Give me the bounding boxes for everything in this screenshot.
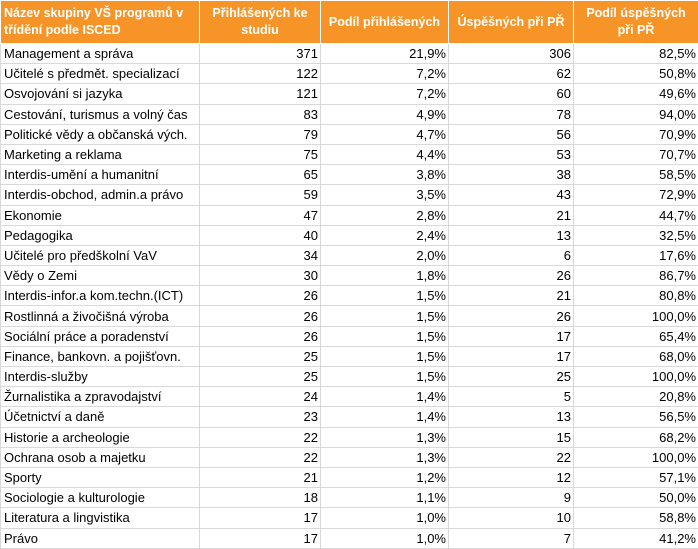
cell-program-group: Pedagogika [1,225,200,245]
cell-success-share: 86,7% [574,266,698,286]
cell-applied: 40 [200,225,321,245]
cell-applied-share: 1,4% [321,407,449,427]
table-row [1,185,698,205]
cell-successful: 7 [449,528,574,548]
cell-applied-share: 2,4% [321,225,449,245]
table-row [1,225,698,245]
cell-applied: 26 [200,326,321,346]
cell-successful: 5 [449,387,574,407]
cell-success-share: 72,9% [574,185,698,205]
cell-program-group: Sporty [1,467,200,487]
cell-success-share: 50,8% [574,64,698,84]
cell-applied: 121 [200,84,321,104]
header-applied-share: Podíl přihlášených [321,1,449,44]
cell-success-share: 82,5% [574,44,698,64]
table-row [1,64,698,84]
cell-successful: 306 [449,44,574,64]
header-success-share: Podíl úspěšných při PŘ [574,1,698,44]
cell-applied: 17 [200,528,321,548]
cell-success-share: 100,0% [574,367,698,387]
cell-success-share: 70,7% [574,144,698,164]
cell-applied: 26 [200,306,321,326]
cell-applied-share: 1,5% [321,286,449,306]
cell-successful: 10 [449,508,574,528]
table-row [1,528,698,548]
cell-program-group: Interdis-infor.a kom.techn.(ICT) [1,286,200,306]
cell-applied-share: 7,2% [321,64,449,84]
table-row [1,205,698,225]
cell-success-share: 49,6% [574,84,698,104]
cell-successful: 56 [449,124,574,144]
table-row [1,266,698,286]
cell-successful: 21 [449,205,574,225]
cell-applied-share: 1,8% [321,266,449,286]
cell-success-share: 100,0% [574,306,698,326]
cell-applied-share: 3,8% [321,165,449,185]
cell-program-group: Marketing a reklama [1,144,200,164]
table-row [1,326,698,346]
cell-success-share: 20,8% [574,387,698,407]
cell-success-share: 65,4% [574,326,698,346]
cell-program-group: Rostlinná a živočišná výroba [1,306,200,326]
table-row [1,44,698,64]
table-row [1,84,698,104]
cell-program-group: Interdis-obchod, admin.a právo [1,185,200,205]
cell-successful: 17 [449,326,574,346]
cell-program-group: Finance, bankovn. a pojišťovn. [1,346,200,366]
table-row [1,387,698,407]
table-row [1,346,698,366]
cell-program-group: Sociální práce a poradenství [1,326,200,346]
cell-successful: 15 [449,427,574,447]
header-program-group: Název skupiny VŠ programů v třídění podle ISCED [1,1,200,44]
table-row [1,245,698,265]
cell-program-group: Vědy o Zemi [1,266,200,286]
cell-program-group: Cestování, turismus a volný čas [1,104,200,124]
cell-successful: 43 [449,185,574,205]
cell-program-group: Sociologie a kulturologie [1,488,200,508]
cell-successful: 62 [449,64,574,84]
table-row [1,407,698,427]
cell-applied-share: 1,1% [321,488,449,508]
cell-success-share: 58,5% [574,165,698,185]
cell-applied-share: 2,8% [321,205,449,225]
table-body [1,44,698,549]
cell-program-group: Interdis-služby [1,367,200,387]
cell-applied: 22 [200,427,321,447]
table-row [1,488,698,508]
cell-program-group: Interdis-umění a humanitní [1,165,200,185]
cell-applied-share: 3,5% [321,185,449,205]
cell-applied: 83 [200,104,321,124]
table-row [1,124,698,144]
cell-applied-share: 1,2% [321,467,449,487]
cell-success-share: 41,2% [574,528,698,548]
header-successful: Úspěšných při PŘ [449,1,574,44]
cell-success-share: 50,0% [574,488,698,508]
cell-applied: 21 [200,467,321,487]
cell-applied-share: 4,7% [321,124,449,144]
cell-program-group: Osvojování si jazyka [1,84,200,104]
cell-program-group: Právo [1,528,200,548]
cell-applied: 75 [200,144,321,164]
header-applied: Přihlášených ke studiu [200,1,321,44]
cell-applied: 26 [200,286,321,306]
cell-applied: 371 [200,44,321,64]
cell-program-group: Literatura a lingvistika [1,508,200,528]
cell-success-share: 94,0% [574,104,698,124]
cell-applied-share: 7,2% [321,84,449,104]
cell-program-group: Učitelé s předmět. specializací [1,64,200,84]
cell-applied-share: 1,5% [321,367,449,387]
cell-successful: 17 [449,346,574,366]
cell-applied: 59 [200,185,321,205]
cell-applied: 25 [200,346,321,366]
table-header [1,1,698,44]
cell-applied-share: 1,3% [321,427,449,447]
cell-success-share: 68,0% [574,346,698,366]
cell-successful: 38 [449,165,574,185]
cell-applied: 17 [200,508,321,528]
cell-successful: 53 [449,144,574,164]
table-row [1,447,698,467]
table-row [1,286,698,306]
table-row [1,306,698,326]
cell-applied: 25 [200,367,321,387]
cell-program-group: Politické vědy a občanská vých. [1,124,200,144]
table-row [1,165,698,185]
cell-applied-share: 4,9% [321,104,449,124]
cell-applied: 34 [200,245,321,265]
cell-program-group: Historie a archeologie [1,427,200,447]
cell-applied: 47 [200,205,321,225]
cell-successful: 12 [449,467,574,487]
cell-program-group: Učitelé pro předškolní VaV [1,245,200,265]
cell-program-group: Účetnictví a daně [1,407,200,427]
cell-applied-share: 1,0% [321,508,449,528]
cell-program-group: Ochrana osob a majetku [1,447,200,467]
cell-successful: 9 [449,488,574,508]
cell-applied: 22 [200,447,321,467]
cell-successful: 22 [449,447,574,467]
table-row [1,467,698,487]
cell-applied-share: 2,0% [321,245,449,265]
cell-success-share: 58,8% [574,508,698,528]
cell-applied-share: 1,3% [321,447,449,467]
cell-success-share: 44,7% [574,205,698,225]
cell-applied-share: 1,5% [321,326,449,346]
cell-successful: 26 [449,306,574,326]
cell-success-share: 57,1% [574,467,698,487]
cell-success-share: 68,2% [574,427,698,447]
cell-success-share: 70,9% [574,124,698,144]
cell-applied-share: 4,4% [321,144,449,164]
cell-successful: 13 [449,225,574,245]
table-row [1,427,698,447]
cell-successful: 13 [449,407,574,427]
cell-program-group: Ekonomie [1,205,200,225]
cell-applied: 18 [200,488,321,508]
table-row [1,144,698,164]
cell-program-group: Žurnalistika a zpravodajství [1,387,200,407]
cell-success-share: 17,6% [574,245,698,265]
cell-applied-share: 1,5% [321,346,449,366]
cell-applied-share: 1,0% [321,528,449,548]
cell-applied: 30 [200,266,321,286]
cell-successful: 26 [449,266,574,286]
cell-applied-share: 1,4% [321,387,449,407]
cell-applied: 122 [200,64,321,84]
cell-success-share: 80,8% [574,286,698,306]
cell-applied: 65 [200,165,321,185]
header-row [1,1,698,44]
cell-program-group: Management a správa [1,44,200,64]
cell-successful: 25 [449,367,574,387]
table-row [1,367,698,387]
cell-applied: 23 [200,407,321,427]
cell-applied: 79 [200,124,321,144]
cell-success-share: 100,0% [574,447,698,467]
cell-successful: 6 [449,245,574,265]
cell-successful: 21 [449,286,574,306]
cell-successful: 60 [449,84,574,104]
cell-success-share: 56,5% [574,407,698,427]
cell-success-share: 32,5% [574,225,698,245]
cell-applied-share: 21,9% [321,44,449,64]
cell-successful: 78 [449,104,574,124]
table-row [1,508,698,528]
table-row [1,104,698,124]
cell-applied-share: 1,5% [321,306,449,326]
cell-applied: 24 [200,387,321,407]
